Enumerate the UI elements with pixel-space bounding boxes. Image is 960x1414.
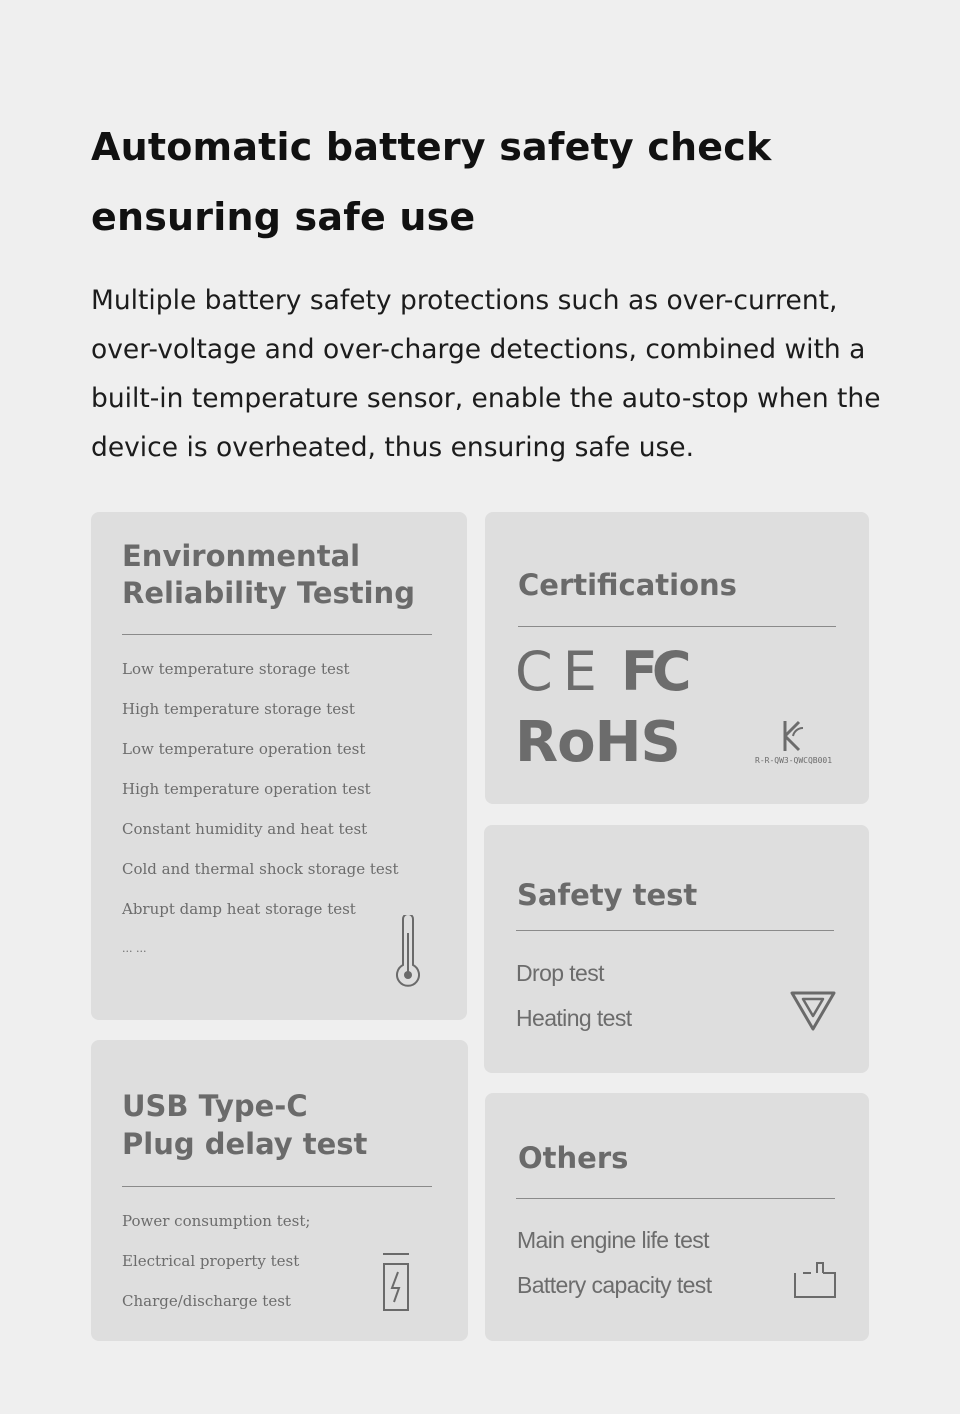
list-item: Charge/discharge test [122, 1292, 291, 1310]
page-title [91, 112, 891, 252]
environmental-title-line2: Reliability Testing [122, 576, 415, 610]
certifications-card [485, 512, 869, 804]
safety-title: Safety test [517, 878, 698, 912]
battery-terminal-icon [791, 1259, 837, 1299]
rohs-mark: RoHS [515, 710, 680, 775]
others-title: Others [518, 1141, 629, 1175]
certifications-divider [518, 626, 836, 627]
list-item: Battery capacity test [517, 1272, 712, 1298]
list-item: ... ... [122, 942, 147, 955]
environmental-title-line1: Environmental [122, 539, 361, 573]
list-item: High temperature operation test [122, 780, 371, 798]
environmental-title [122, 538, 415, 612]
ce-mark: CE [515, 640, 607, 703]
usb-card [91, 1040, 468, 1341]
list-item: Cold and thermal shock storage test [122, 860, 399, 878]
environmental-list [122, 649, 399, 969]
list-item: Abrupt damp heat storage test [122, 900, 356, 918]
list-item: Electrical property test [122, 1252, 300, 1270]
intro-description: Multiple battery safety protections such as over-current, over-voltage and over-charge detections, combined with a built-in temperature sensor, enable the auto-stop when the device is overheated, thus ensuring safe use. [91, 285, 881, 463]
others-list [517, 1218, 712, 1308]
safety-card [484, 825, 869, 1073]
fcc-mark: FC [621, 640, 686, 703]
usb-title-line2: Plug delay test [122, 1127, 368, 1161]
environmental-divider [122, 634, 432, 635]
safety-list [516, 951, 632, 1041]
list-item: High temperature storage test [122, 700, 355, 718]
list-item: Heating test [516, 1005, 632, 1031]
usb-list [122, 1201, 310, 1321]
list-item: Constant humidity and heat test [122, 820, 368, 838]
certifications-title: Certifications [518, 568, 737, 602]
others-card [485, 1093, 869, 1341]
page-title-line2: ensuring safe use [91, 195, 476, 239]
list-item: Main engine life test [517, 1227, 709, 1253]
battery-charging-icon [380, 1250, 412, 1314]
kc-code: R-R-QW3-QWCQB001 [755, 756, 833, 765]
shield-triangle-icon [788, 985, 838, 1033]
environmental-card [91, 512, 467, 1020]
safety-divider [516, 930, 834, 931]
page-title-line1: Automatic battery safety check [91, 125, 772, 169]
usb-divider [122, 1186, 432, 1187]
thermometer-icon [393, 915, 423, 987]
kc-mark-icon [781, 718, 807, 754]
list-item: Low temperature operation test [122, 740, 366, 758]
list-item: Drop test [516, 960, 604, 986]
usb-title-line1: USB Type-C [122, 1089, 308, 1123]
list-item: Low temperature storage test [122, 660, 350, 678]
usb-title [122, 1087, 367, 1163]
others-divider [516, 1198, 835, 1199]
list-item: Power consumption test; [122, 1212, 311, 1230]
